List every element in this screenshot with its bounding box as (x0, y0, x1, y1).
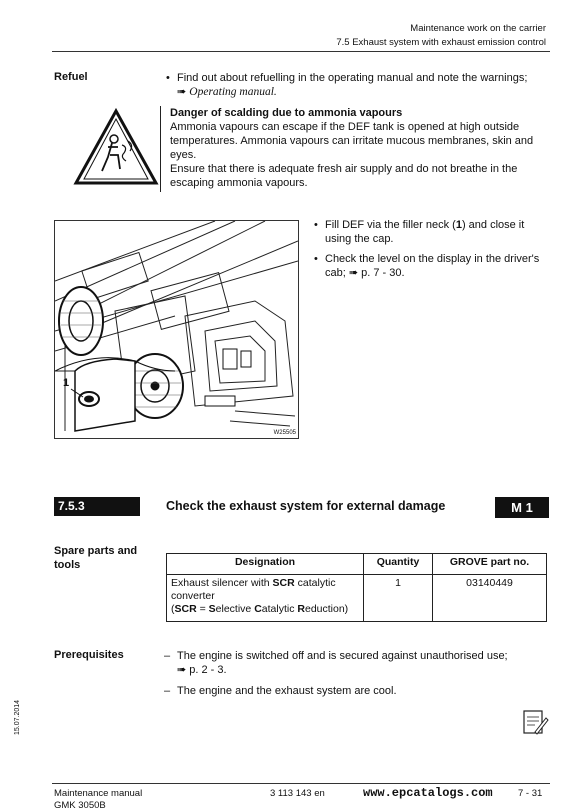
fill-step-2-line1: Check the level on the display in the driver's (325, 253, 540, 265)
reference-arrow-icon: ➠ (177, 664, 187, 676)
header-rule (52, 51, 550, 52)
fill-step-1-line2: using the cap. (325, 233, 394, 245)
warning-line: eyes. (170, 149, 197, 161)
fill-step-1-callout: 1 (455, 219, 462, 231)
designation-scr: SCR (272, 577, 295, 589)
page-reference-link[interactable]: p. 2 - 3. (186, 664, 227, 676)
fill-step-1-text: Fill DEF via the filler neck ( (325, 219, 456, 231)
prerequisites-label: Prerequisites (54, 649, 124, 661)
warning-line: temperatures. Ammonia vapours can irritate mucous membranes, skin and (170, 135, 534, 147)
refuel-text (177, 71, 557, 99)
notes-icon (521, 708, 549, 739)
refuel-label: Refuel (54, 71, 88, 83)
spare-parts-label-line2: tools (54, 559, 81, 571)
fill-step-2-text: cab; (325, 267, 349, 279)
warning-rule (160, 106, 161, 192)
footer-doc-number: 3 113 143 en (270, 788, 325, 799)
warning-line: escaping ammonia vapours. (170, 177, 308, 189)
watermark: www.epcatalogs.com (363, 786, 493, 800)
refuel-instruction: Find out about refuelling in the operating manual and note the warnings; (177, 72, 528, 84)
prereq-item-1-line1: The engine is switched off and is secured against unauthorised use; (177, 650, 508, 662)
prereq-dash: – (164, 685, 171, 697)
footer-rule (52, 783, 550, 784)
footer-page-number: 7 - 31 (518, 788, 543, 799)
footer-left (54, 788, 142, 812)
header-section: 7.5 Exhaust system with exhaust emission control (336, 37, 546, 48)
prereq-item-2: The engine and the exhaust system are cool. (177, 685, 397, 697)
cell-quantity: 1 (364, 575, 433, 622)
column-header-quantity: Quantity (364, 554, 433, 575)
reference-arrow-icon: ➠ (348, 267, 359, 279)
figure-code: W25505 (273, 430, 296, 436)
warning-line: Ammonia vapours can escape if the DEF tank is opened at high outside (170, 121, 520, 133)
page-reference-link[interactable]: p. 7 - 30. (358, 267, 405, 279)
footer-manual-type: Maintenance manual (54, 788, 143, 799)
fill-step-bullet: • (314, 253, 318, 265)
prereq-dash: – (164, 650, 171, 662)
designation-line3: (SCR = Selective Catalytic Reduction) (171, 603, 349, 615)
table-row (167, 575, 547, 622)
warning-text (170, 106, 550, 190)
figure-callout-1: 1 (63, 377, 70, 389)
ammonia-hazard-warning-icon (72, 105, 160, 190)
refuel-reference (177, 85, 557, 99)
cell-designation (167, 575, 364, 622)
spare-parts-table (166, 553, 547, 622)
footer-model: GMK 3050B (54, 800, 106, 811)
section-number: 7.5.3 (54, 497, 140, 516)
designation-text-end: catalytic (294, 577, 336, 589)
column-header-part-no: GROVE part no. (433, 554, 547, 575)
print-date: 15.07.2014 (14, 699, 21, 735)
fill-step-1-text-end: ) and close it (461, 219, 525, 231)
running-header (336, 22, 546, 50)
header-chapter: Maintenance work on the carrier (410, 23, 546, 34)
fill-step-2 (325, 252, 565, 280)
fill-step-bullet: • (314, 219, 318, 231)
reference-link[interactable]: Operating manual. (189, 86, 277, 98)
section-title: Check the exhaust system for external damage (166, 499, 446, 513)
crane-filler-neck-illustration (54, 220, 299, 439)
warning-line: Ensure that there is adequate fresh air supply and do not breathe in the (170, 163, 518, 175)
spare-parts-label-line1: Spare parts and (54, 545, 138, 557)
designation-line2: converter (171, 590, 215, 602)
maintenance-interval-badge: M 1 (495, 497, 549, 518)
spare-parts-label (54, 544, 137, 572)
refuel-bullet: • (166, 72, 170, 84)
designation-text: Exhaust silencer with (171, 577, 273, 589)
table-header-row (167, 554, 547, 575)
column-header-designation: Designation (167, 554, 364, 575)
prereq-item-1 (177, 649, 557, 677)
reference-arrow-icon: ➠ (177, 86, 187, 98)
warning-title: Danger of scalding due to ammonia vapours (170, 107, 403, 119)
fill-step-1 (325, 218, 565, 246)
cell-part-no: 03140449 (433, 575, 547, 622)
